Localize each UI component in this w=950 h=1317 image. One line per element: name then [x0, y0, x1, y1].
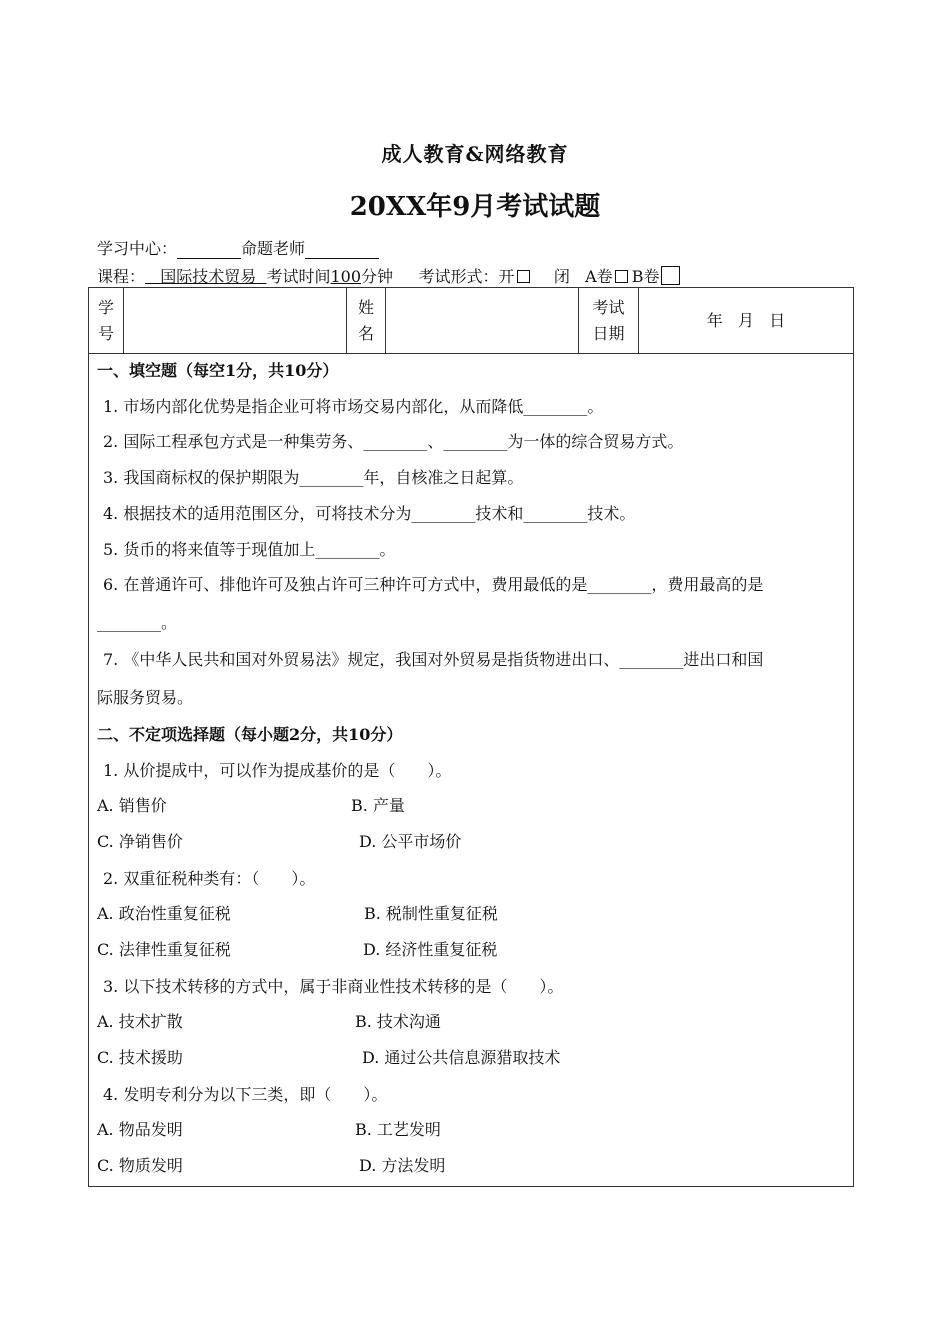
name-field[interactable] [386, 288, 578, 354]
option-1c[interactable]: C. 净销售价 [97, 832, 183, 851]
course-name: 国际技术贸易 [160, 267, 257, 286]
fill-question-3: 3. 我国商标权的保护期限为________年，自核准之日起算。 [103, 468, 524, 487]
teacher-label: 命题老师 [241, 239, 306, 258]
choice-question-2: 2. 双重征税种类有：（ ）。 [103, 869, 316, 888]
section2-title: 二、不定项选择题（每小题2分，共10分） [97, 725, 403, 744]
name-label: 姓 名 [357, 298, 374, 343]
section1-title: 一、填空题（每空1分，共10分） [97, 361, 339, 380]
option-4a[interactable]: A. 物品发明 [97, 1120, 183, 1139]
paper-a-label: A卷 [585, 267, 613, 286]
option-1d[interactable]: D. 公平市场价 [359, 832, 462, 851]
exam-form-label: 考试形式：开 [418, 267, 515, 286]
paper-a-checkbox[interactable] [615, 270, 628, 283]
organization-heading: 成人教育&网络教育 [381, 142, 569, 166]
meta-line-1 [97, 236, 379, 259]
fill-question-6-cont: ________。 [97, 613, 178, 632]
option-1a[interactable]: A. 销售价 [97, 796, 167, 815]
info-table [89, 288, 853, 354]
exam-title: 20XX年9月考试试题 [349, 192, 601, 222]
option-1b[interactable]: B. 产量 [351, 796, 405, 815]
fill-question-5: 5. 货币的将来值等于现值加上________。 [103, 540, 396, 559]
choice-question-3: 3. 以下技术转移的方式中，属于非商业性技术转移的是（ ）。 [103, 977, 564, 996]
exam-frame [88, 287, 854, 1187]
student-number-label: 学 号 [97, 298, 114, 343]
fill-question-7: 7. 《中华人民共和国对外贸易法》规定，我国对外贸易是指货物进出口、________进出口和国 [103, 650, 764, 669]
closed-book-label: 闭 [553, 267, 570, 286]
study-center-label: 学习中心： [97, 239, 178, 258]
option-2b[interactable]: B. 税制性重复征税 [364, 904, 498, 923]
option-2a[interactable]: A. 政治性重复征税 [97, 904, 231, 923]
option-3c[interactable]: C. 技术援助 [97, 1048, 183, 1067]
option-2d[interactable]: D. 经济性重复征税 [363, 940, 498, 959]
fill-question-2: 2. 国际工程承包方式是一种集劳务、________、________为一体的综合贸易方式。 [103, 432, 684, 451]
fill-question-6: 6. 在普通许可、排他许可及独占许可三种许可方式中，费用最低的是________，费用最高的是 [103, 575, 764, 594]
meta-line-2 [97, 264, 680, 287]
option-3d[interactable]: D. 通过公共信息源猎取技术 [362, 1048, 561, 1067]
duration-value: 100 [330, 267, 362, 286]
teacher-blank[interactable] [305, 258, 379, 259]
option-4c[interactable]: C. 物质发明 [97, 1156, 183, 1175]
paper-b-checkbox[interactable] [661, 266, 680, 285]
fill-question-1: 1. 市场内部化优势是指企业可将市场交易内部化，从而降低________。 [103, 397, 604, 416]
study-center-blank[interactable] [177, 258, 241, 259]
choice-question-1: 1. 从价提成中，可以作为提成基价的是（ ）。 [103, 761, 452, 780]
option-4b[interactable]: B. 工艺发明 [355, 1120, 441, 1139]
choice-question-4: 4. 发明专利分为以下三类，即（ ）。 [103, 1085, 388, 1104]
open-book-checkbox[interactable] [517, 270, 530, 283]
exam-date-label: 考试 日期 [592, 298, 625, 343]
option-2c[interactable]: C. 法律性重复征税 [97, 940, 231, 959]
fill-question-4: 4. 根据技术的适用范围区分，可将技术分为________技术和________技术。 [103, 504, 636, 523]
duration-suffix: 分钟 [361, 267, 394, 286]
exam-date-field[interactable]: 年 月 日 [706, 311, 786, 330]
option-3a[interactable]: A. 技术扩散 [97, 1012, 183, 1031]
option-3b[interactable]: B. 技术沟通 [355, 1012, 441, 1031]
course-label: 课程： [97, 267, 146, 286]
option-4d[interactable]: D. 方法发明 [359, 1156, 446, 1175]
duration-prefix: 考试时间 [266, 267, 331, 286]
paper-b-label: B卷 [631, 267, 660, 286]
student-number-field[interactable] [124, 288, 346, 354]
fill-question-7-cont: 际服务贸易。 [97, 688, 194, 707]
